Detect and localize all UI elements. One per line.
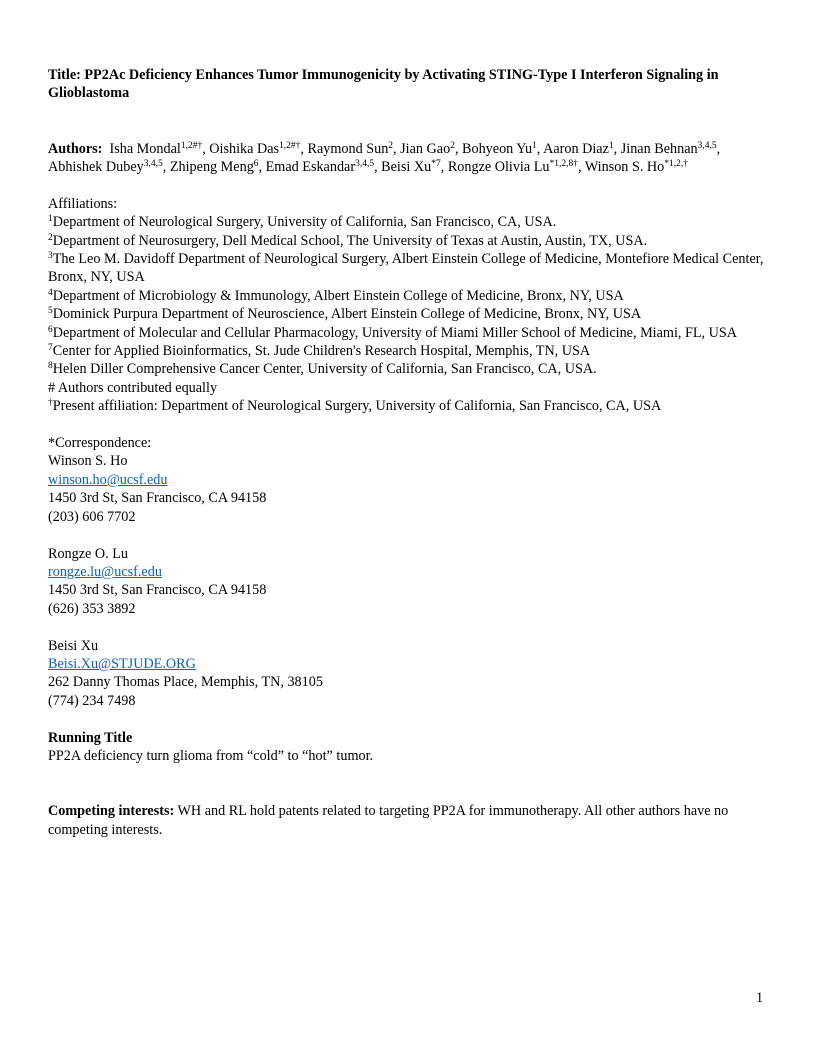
affiliation-item bbox=[48, 360, 772, 378]
affiliation-mark: 6 bbox=[48, 324, 53, 335]
contact-phone: (203) 606 7702 bbox=[48, 508, 136, 525]
affiliation-item bbox=[48, 305, 772, 323]
author-separator: , bbox=[440, 159, 448, 176]
author bbox=[48, 159, 170, 175]
competing-interests-block bbox=[48, 802, 772, 839]
author bbox=[448, 159, 585, 175]
affiliation-text: Dominick Purpura Department of Neuroscience, Albert Einstein College of Medicine, Bronx, NY, USA bbox=[52, 306, 642, 323]
contact-address: 1450 3rd St, San Francisco, CA 94158 bbox=[48, 490, 267, 507]
running-title-block bbox=[48, 729, 772, 766]
author-name: Jian Gao bbox=[400, 140, 451, 157]
author-affiliation-marks: 3,4,5 bbox=[697, 140, 717, 151]
correspondence-block bbox=[48, 434, 772, 710]
affiliation-mark: 3 bbox=[48, 251, 53, 262]
author bbox=[266, 159, 382, 175]
author-affiliation-marks: *7 bbox=[431, 159, 441, 170]
author-affiliation-marks: 3,4,5 bbox=[143, 159, 163, 170]
author-name: Rongze Olivia Lu bbox=[447, 159, 550, 176]
author-separator: , bbox=[577, 159, 585, 176]
author-separator: , bbox=[454, 140, 463, 157]
contact-email-link[interactable]: rongze.lu@ucsf.edu bbox=[48, 563, 162, 580]
affiliation-text: # Authors contributed equally bbox=[48, 379, 218, 396]
author-separator: , bbox=[374, 159, 382, 176]
affiliation-mark: 8 bbox=[48, 361, 53, 372]
paper-title: PP2Ac Deficiency Enhances Tumor Immunogenicity by Activating STING-Type I Interferon Signaling in Glioblastoma bbox=[48, 67, 719, 102]
competing-interests-text: WH and RL hold patents related to targeting PP2A for immunotherapy. All other authors have no competing interests. bbox=[48, 803, 729, 838]
running-title-text: PP2A deficiency turn glioma from “cold” to “hot” tumor. bbox=[48, 747, 374, 764]
author-affiliation-marks: 2 bbox=[388, 140, 394, 151]
affiliation-text: The Leo M. Davidoff Department of Neurological Surgery, Albert Einstein College of Medicine, Montefiore Medical Center, Bronx, NY, USA bbox=[48, 251, 764, 286]
author-name: Raymond Sun bbox=[307, 140, 389, 157]
affiliation-text: Present affiliation: Department of Neurological Surgery, University of California, San Francisco, CA, USA bbox=[52, 398, 662, 415]
affiliation-item bbox=[48, 324, 772, 342]
affiliation-mark: 2 bbox=[48, 232, 53, 243]
affiliations-block bbox=[48, 195, 772, 416]
affiliation-text: Center for Applied Bioinformatics, St. Jude Children's Research Hospital, Memphis, TN, USA bbox=[52, 343, 591, 360]
author-affiliation-marks: 1,2#† bbox=[180, 140, 203, 151]
author-affiliation-marks: 2 bbox=[450, 140, 455, 151]
affiliation-mark: 5 bbox=[48, 306, 53, 317]
contact-phone: (774) 234 7498 bbox=[48, 692, 136, 709]
authors-block bbox=[48, 140, 772, 177]
author-separator: , bbox=[613, 140, 621, 157]
author bbox=[462, 141, 543, 157]
author-separator: , bbox=[258, 159, 266, 176]
contact-address: 1450 3rd St, San Francisco, CA 94158 bbox=[48, 582, 267, 599]
running-title-heading: Running Title bbox=[48, 729, 133, 746]
correspondence-heading: *Correspondence: bbox=[48, 435, 152, 452]
affiliation-item bbox=[48, 342, 772, 360]
author bbox=[308, 141, 401, 157]
affiliation-text: Helen Diller Comprehensive Cancer Center, University of California, San Francisco, CA, USA. bbox=[52, 361, 597, 378]
author-name: Aaron Diaz bbox=[543, 140, 609, 157]
author-separator: , bbox=[300, 140, 308, 157]
contact-name: Rongze O. Lu bbox=[48, 545, 128, 562]
competing-interests-label: Competing interests: bbox=[48, 803, 175, 820]
contact-phone: (626) 353 3892 bbox=[48, 600, 136, 617]
affiliation-mark: 7 bbox=[48, 343, 53, 354]
author-affiliation-marks: 1 bbox=[608, 140, 614, 151]
affiliations-list bbox=[48, 213, 772, 415]
author bbox=[381, 159, 448, 175]
title-label: Title: bbox=[48, 67, 81, 83]
author-affiliation-marks: 1,2#† bbox=[279, 140, 301, 151]
manuscript-page bbox=[48, 66, 772, 839]
author-name: Emad Eskandar bbox=[265, 159, 356, 176]
author-name: Jinan Behnan bbox=[620, 140, 698, 157]
affiliation-text: Department of Neurological Surgery, University of California, San Francisco, CA, USA. bbox=[52, 214, 557, 231]
affiliation-item bbox=[48, 287, 772, 305]
contact-email-link[interactable]: Beisi.Xu@STJUDE.ORG bbox=[48, 655, 196, 672]
contact-entry bbox=[48, 637, 772, 711]
author bbox=[543, 141, 621, 157]
title-block bbox=[48, 66, 772, 103]
author-affiliation-marks: 3,4,5 bbox=[355, 159, 375, 170]
author bbox=[109, 141, 209, 157]
contacts-list bbox=[48, 452, 772, 710]
affiliation-item bbox=[48, 397, 772, 415]
affiliation-item bbox=[48, 213, 772, 231]
author-name: Abhishek Dubey bbox=[48, 159, 144, 176]
author-separator: , bbox=[716, 140, 721, 157]
authors-label: Authors: bbox=[48, 140, 103, 157]
author-separator: , bbox=[202, 140, 210, 157]
contact-entry bbox=[48, 545, 772, 619]
affiliation-mark: 1 bbox=[48, 214, 53, 225]
contact-name: Beisi Xu bbox=[48, 637, 99, 654]
affiliation-text: Department of Molecular and Cellular Pharmacology, University of Miami Miller School of Medicine, Miami, FL, USA bbox=[52, 324, 738, 341]
author-name: Isha Mondal bbox=[109, 140, 181, 157]
affiliation-item bbox=[48, 379, 772, 397]
affiliation-item bbox=[48, 250, 772, 287]
author-separator: , bbox=[162, 159, 170, 176]
contact-entry bbox=[48, 452, 772, 526]
author bbox=[585, 159, 688, 175]
affiliation-mark: † bbox=[48, 398, 53, 409]
author-separator: , bbox=[393, 140, 401, 157]
affiliation-item bbox=[48, 232, 772, 250]
author-affiliation-marks: 6 bbox=[253, 159, 259, 170]
author-name: Oishika Das bbox=[209, 140, 280, 157]
author-name: Bohyeon Yu bbox=[462, 140, 533, 157]
author bbox=[209, 141, 307, 157]
affiliation-text: Department of Neurosurgery, Dell Medical School, The University of Texas at Austin, Austin, TX, USA. bbox=[52, 232, 648, 249]
author-separator: , bbox=[536, 140, 544, 157]
author bbox=[621, 141, 720, 157]
author-name: Zhipeng Meng bbox=[169, 159, 254, 176]
author-affiliation-marks: *1,2,8† bbox=[549, 159, 578, 170]
contact-name: Winson S. Ho bbox=[48, 453, 128, 470]
author bbox=[400, 141, 462, 157]
affiliation-mark: 4 bbox=[48, 287, 53, 298]
contact-address: 262 Danny Thomas Place, Memphis, TN, 38105 bbox=[48, 674, 323, 691]
author-affiliation-marks: 1 bbox=[532, 140, 537, 151]
author-name: Winson S. Ho bbox=[584, 159, 665, 176]
contact-email-link[interactable]: winson.ho@ucsf.edu bbox=[48, 471, 168, 488]
affiliation-text: Department of Microbiology & Immunology, Albert Einstein College of Medicine, Bronx, NY, USA bbox=[52, 287, 624, 304]
authors-list bbox=[48, 141, 720, 175]
author-name: Beisi Xu bbox=[381, 159, 432, 176]
page-number: 1 bbox=[756, 990, 764, 1006]
author bbox=[170, 159, 266, 175]
author-affiliation-marks: *1,2,† bbox=[664, 159, 689, 170]
affiliations-heading: Affiliations: bbox=[48, 195, 118, 212]
